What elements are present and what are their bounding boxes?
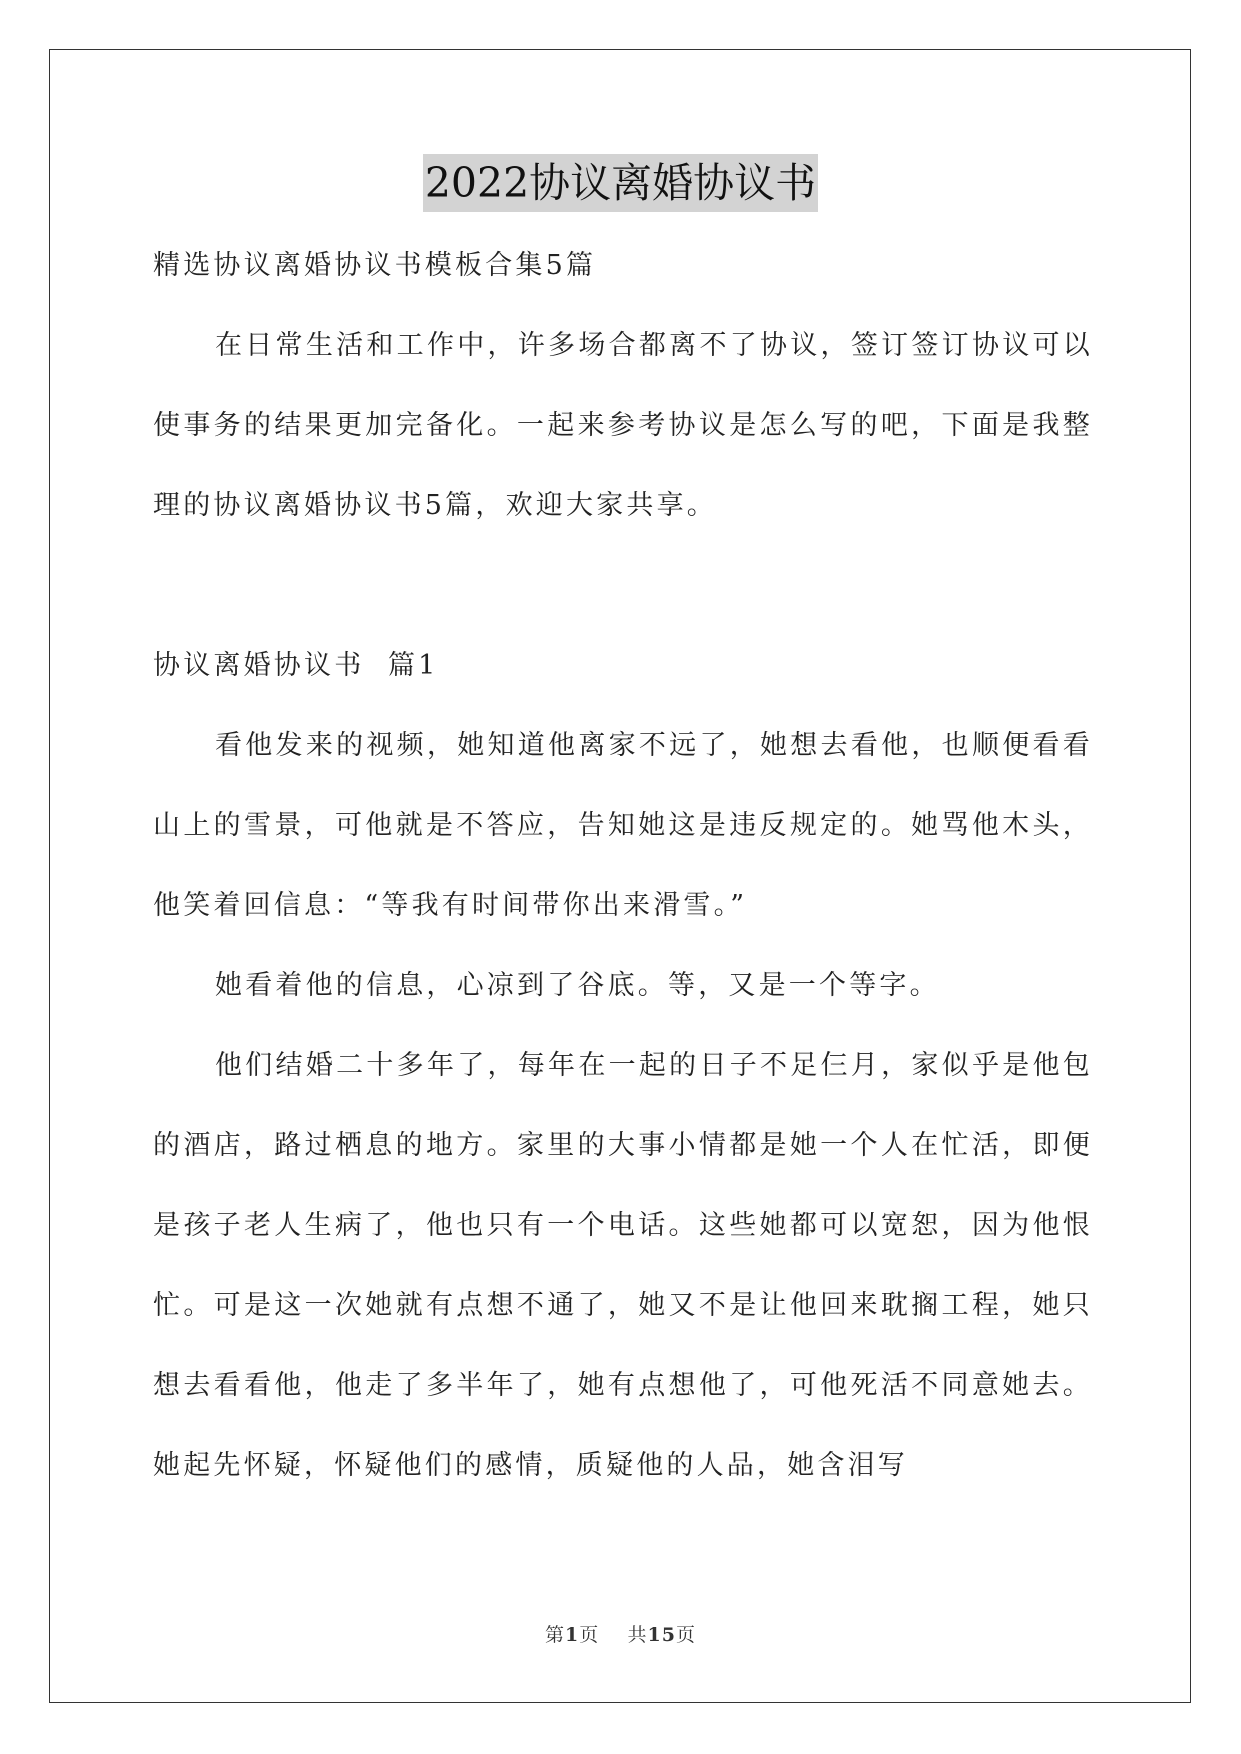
footer-total-prefix: 共 (627, 1624, 648, 1646)
body-paragraph-3: 他们结婚二十多年了，每年在一起的日子不足仨月，家似乎是他包的酒店，路过栖息的地方。家里的大事小情都是她一个人在忙活，即便是孩子老人生病了，他也只有一个电话。这些她都可以宽恕，因为他恨忙。可是这一次她就有点想不通了，她又不是让他回来耽搁工程，她只想去看看他，他走了多半年了，她有点想他了，可他死活不同意她去。她起先怀疑，怀疑他们的感情，质疑他的人品，她含泪写 (153, 1050, 1093, 1481)
intro-paragraph: 在日常生活和工作中，许多场合都离不了协议，签订签订协议可以使事务的结果更加完备化。一起来参考协议是怎么写的吧，下面是我整理的协议离婚协议书5篇，欢迎大家共享。 (153, 330, 1093, 521)
footer-page-suffix: 页 (579, 1624, 600, 1646)
footer-page-number: 1 (565, 1624, 580, 1646)
page-footer (0, 1620, 1241, 1647)
footer-prefix: 第 (545, 1624, 566, 1646)
footer-total-pages: 15 (647, 1624, 676, 1646)
document-title: 2022协议离婚协议书 (423, 154, 818, 212)
title-container (0, 154, 1241, 212)
body-paragraph-2: 她看着他的信息，心凉到了谷底。等，又是一个等字。 (215, 970, 940, 1001)
footer-total-suffix: 页 (675, 1624, 696, 1646)
body-paragraph-1: 看他发来的视频，她知道他离家不远了，她想去看他，也顺便看看山上的雪景，可他就是不答应，告知她这是违反规定的。她骂他木头，他笑着回信息：“等我有时间带你出来滑雪。” (153, 730, 1093, 921)
document-body (153, 226, 1093, 1506)
section-spacer (153, 546, 1093, 626)
section-heading: 协议离婚协议书 篇1 (153, 650, 439, 681)
document-subtitle: 精选协议离婚协议书模板合集5篇 (153, 250, 597, 281)
